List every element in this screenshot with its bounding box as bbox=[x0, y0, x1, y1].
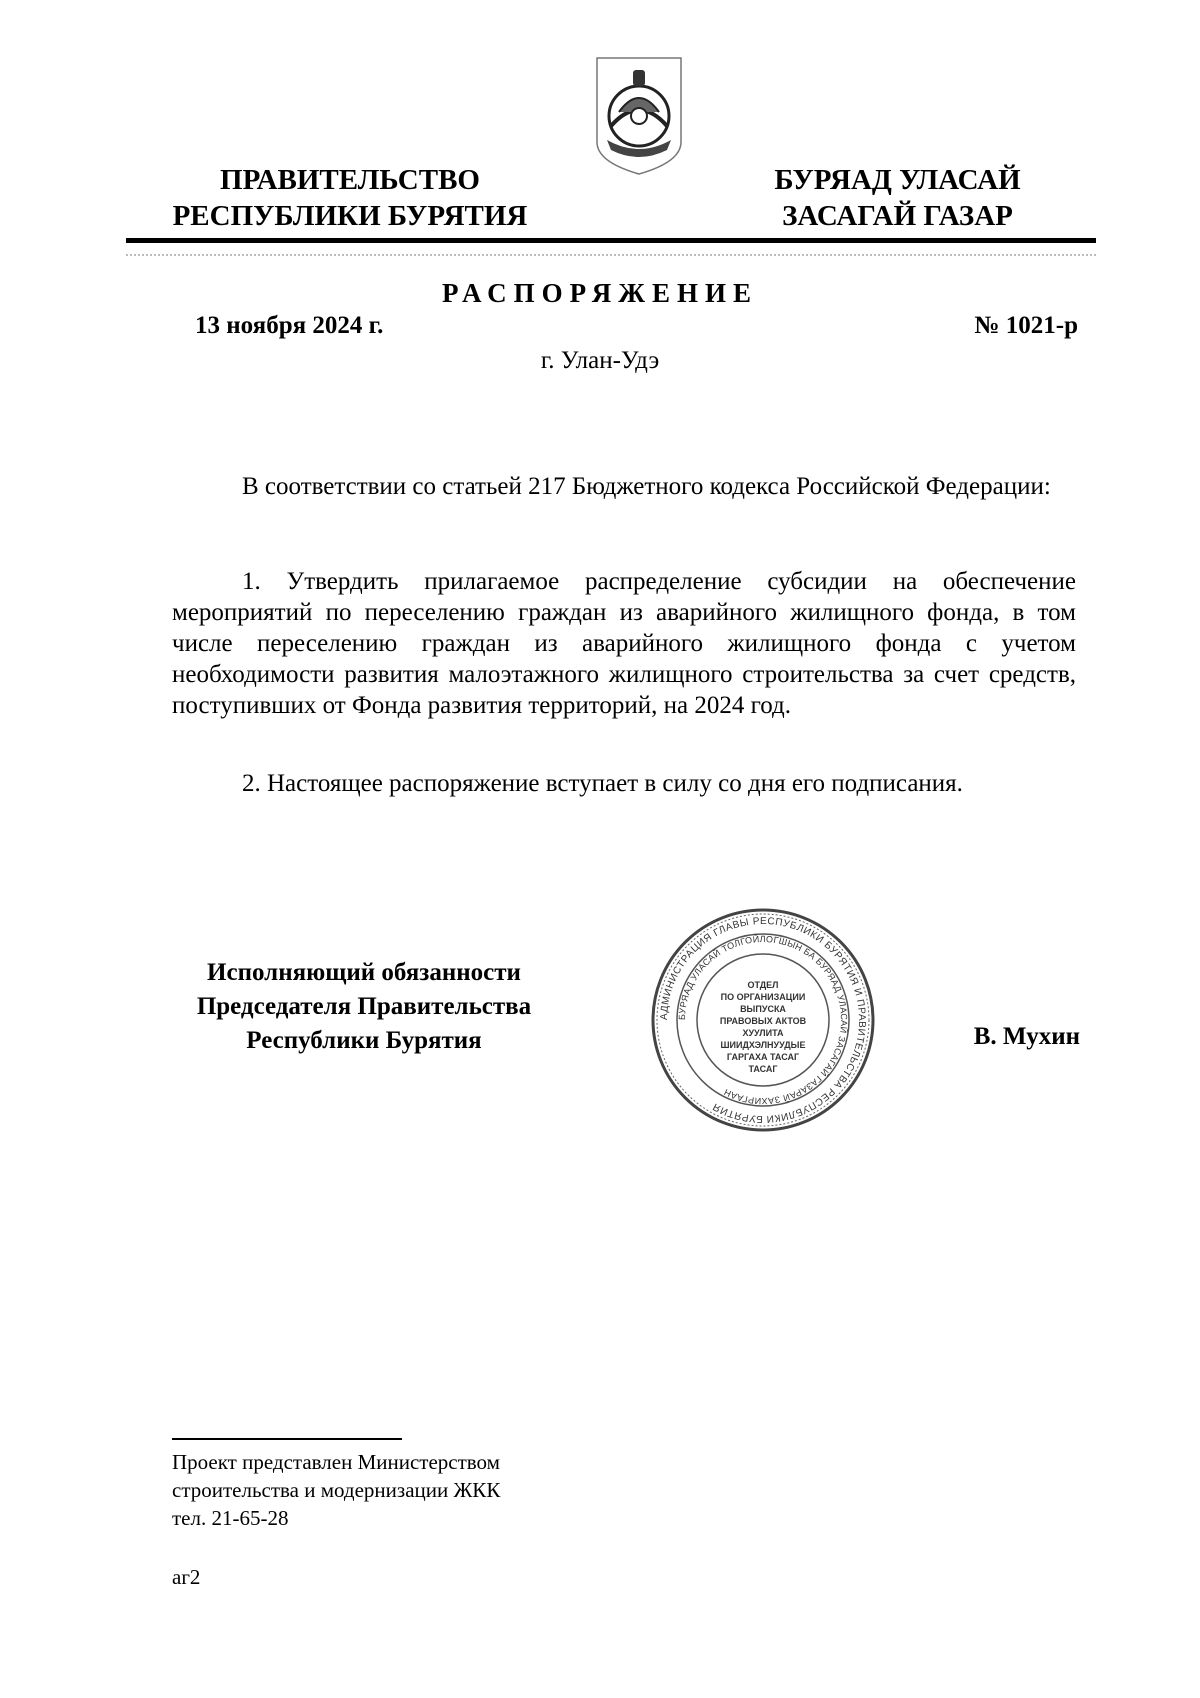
seal-center-line: ПРАВОВЫХ АКТОВ bbox=[719, 1016, 807, 1026]
seal-center-line: ВЫПУСКА bbox=[740, 1004, 786, 1014]
document-code: аг2 bbox=[172, 1565, 201, 1589]
government-name-ru-line2: РЕСПУБЛИКИ БУРЯТИЯ bbox=[172, 200, 528, 232]
document-number: № 1021-р bbox=[974, 312, 1078, 339]
document-date: 13 ноября 2024 г. bbox=[195, 312, 384, 339]
government-name-ru bbox=[150, 162, 550, 234]
signer-title bbox=[164, 956, 564, 1058]
body-intro: В соответствии со статьей 217 Бюджетного кодекса Российской Федерации: bbox=[242, 473, 1051, 500]
body-item-1: 1. Утвердить прилагаемое распределение субсидии на обеспечение мероприятий по переселению граждан из аварийного жилищного фонда, в том числе переселению граждан из аварийного жилищного фонда с учетом необходимости развития малоэтажного жилищного строительства за счет средств, поступивших от Фонда развития территорий, на 2024 год. bbox=[172, 568, 1076, 719]
signer-name: В. Мухин bbox=[973, 1023, 1080, 1050]
official-seal-icon bbox=[648, 905, 878, 1135]
footnote-line2: строительства и модернизации ЖКК bbox=[172, 1478, 501, 1502]
seal-outer-text: АДМИНИСТРАЦИЯ ГЛАВЫ РЕСПУБЛИКИ БУРЯТИЯ И ПРАВИТЕЛЬСТВА РЕСПУБЛИКИ БУРЯТИЯ bbox=[658, 915, 868, 1125]
government-name-ru-line1: ПРАВИТЕЛЬСТВО bbox=[220, 164, 480, 196]
government-name-bua bbox=[735, 162, 1060, 234]
signer-title-line3: Республики Бурятия bbox=[246, 1027, 482, 1054]
body-item-2: 2. Настоящее распоряжение вступает в силу со дня его подписания. bbox=[242, 770, 963, 797]
signer-title-line1: Исполняющий обязанности bbox=[207, 959, 521, 986]
document-city: г. Улан-Удэ bbox=[540, 347, 660, 374]
seal-center-line: ПО ОРГАНИЗАЦИИ bbox=[720, 992, 806, 1002]
footnote bbox=[172, 1448, 500, 1532]
coat-of-arms-icon bbox=[593, 54, 685, 178]
government-name-bua-line1: БУРЯАД УЛАСАЙ bbox=[774, 164, 1021, 196]
seal-center-line: ШИИДХЭЛНУУДЫЕ bbox=[720, 1040, 806, 1050]
seal-center-line: ТАСАГ bbox=[748, 1064, 778, 1074]
header-divider bbox=[126, 238, 1096, 243]
seal-center-line: ГАРГАХА ТАСАГ bbox=[726, 1052, 800, 1062]
seal-inner-text: БУРЯАД УЛАСАЙ ТОЛГОЙЛОГШЫН БА БУРЯАД УЛАСАЙ ЗАСАГАЙ ГАЗАРАЙ ЗАХИРГААН bbox=[676, 933, 850, 1107]
government-name-bua-line2: ЗАСАГАЙ ГАЗАР bbox=[782, 200, 1013, 232]
document-type: РАСПОРЯЖЕНИЕ bbox=[441, 278, 759, 308]
seal-center-line: ОТДЕЛ bbox=[747, 980, 779, 990]
footnote-line3: тел. 21-65-28 bbox=[172, 1506, 289, 1530]
seal-center-line: ХУУЛИТА bbox=[742, 1028, 784, 1038]
header-divider-dotted bbox=[126, 254, 1096, 256]
footnote-divider bbox=[172, 1438, 402, 1440]
footnote-line1: Проект представлен Министерством bbox=[172, 1450, 500, 1474]
signer-title-line2: Председателя Правительства bbox=[196, 993, 532, 1020]
